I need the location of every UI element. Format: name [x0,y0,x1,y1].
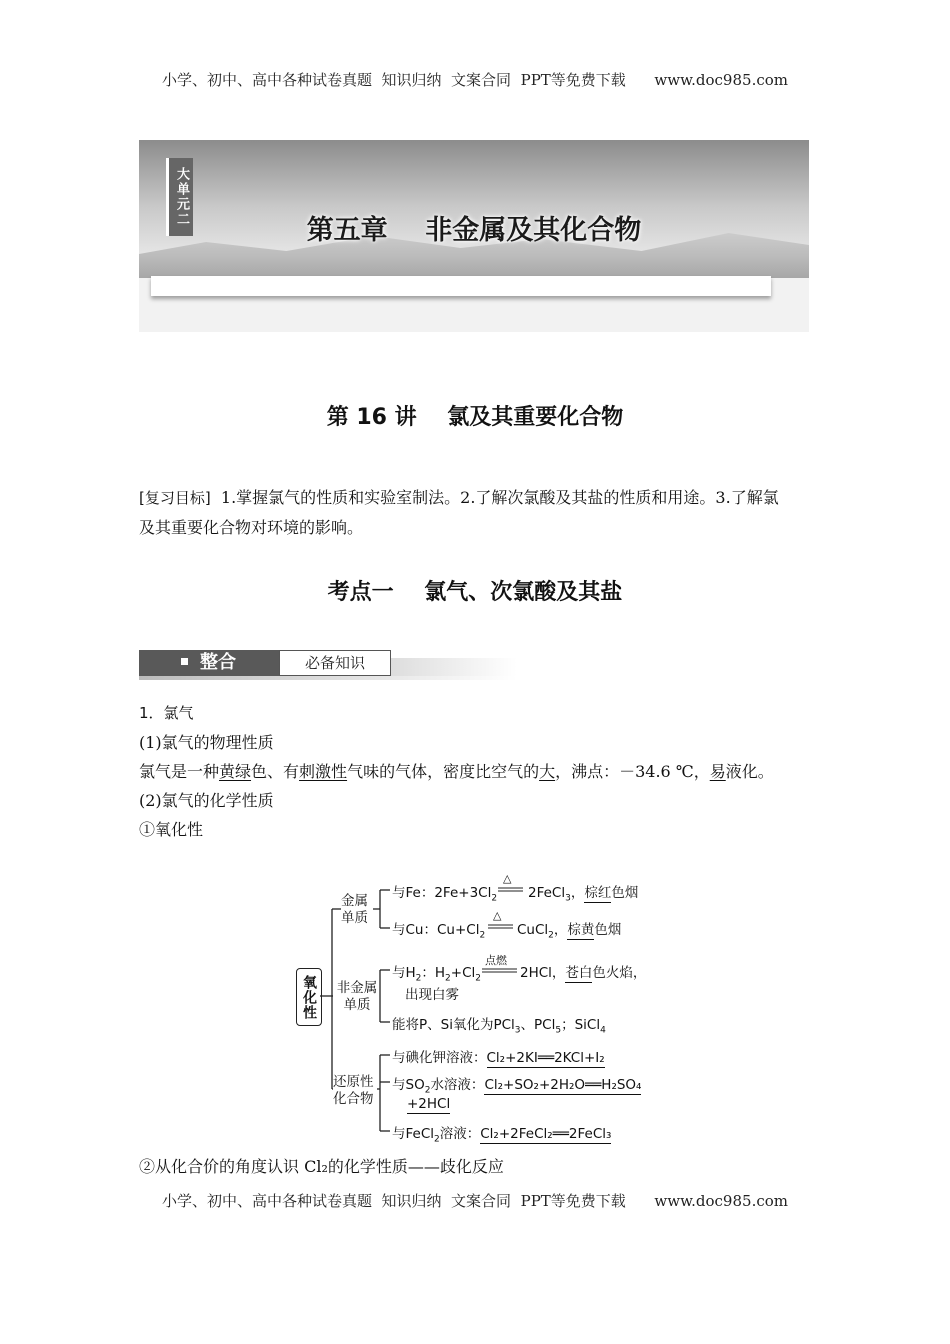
phys-text-5: 液化。 [725,762,774,781]
cu-lead: 与Cu：Cu+Cl [392,922,480,938]
chapter-title: 第五章 非金属及其化合物 [306,215,642,246]
ki-equation: Cl₂+2KI══2KCl+I₂ [486,1050,605,1066]
section-title: 考点一 氯气、次氯酸及其盐 [327,580,623,605]
review-label: [复习目标] [139,489,211,507]
cu-answer: 棕黄 [567,922,595,938]
h2-condition: 点燃 [485,954,507,967]
disproportionation-heading: ②从化合价的角度认识 Cl₂的化学性质——歧化反应 [139,1157,504,1176]
heading-physical: (1)氯气的物理性质 [139,733,274,752]
h2-plus: +Cl [450,965,476,981]
phys-density: 大 [539,762,556,781]
reaction-h2: 与$H_2$：$H_2+Cl_2$ [392,965,482,984]
fe-prod: 2FeCl [528,885,566,901]
h2-product [520,961,646,981]
lecture-title: 第 16 讲 氯及其重要化合物 [326,405,624,430]
p-end: ；SiCl [561,1017,601,1033]
so2-equation-2: +2HCl [407,1096,451,1112]
cu-product: CuCl$_2$，棕黄色烟 [517,922,622,941]
h2-prod: 2HCl， [520,965,566,981]
root-oxidizing: 氧化性 [296,968,322,1026]
group-nonmetal: 非金属单质 [336,980,378,1013]
fe-product: 2FeCl$_3$，棕红色烟 [528,885,639,904]
p-text: 能将P、Si氧化为PCl [392,1017,515,1033]
fecl2-equation: Cl₂+2FeCl₂══2FeCl₃ [480,1126,612,1142]
page-header: 小学、初中、高中各种试卷真题 知识归纳 文案合同 PPT等免费下载 www.doc985.com [161,71,788,89]
reaction-fecl2: 与FeCl$_2$溶液：Cl₂+2FeCl₂══2FeCl₃ [392,1126,612,1145]
h2-line2: 出现白雾 [405,987,459,1003]
so2-lead: 与SO [392,1077,425,1093]
fe-condition: △ [503,872,512,885]
so2-line2 [407,1096,450,1112]
fecl2-lead: 与FeCl [392,1126,435,1142]
phys-text-3: 气味的气体，密度比空气的 [347,762,540,781]
cu-tail: 色烟 [594,922,622,938]
phys-color: 黄绿 [219,762,252,781]
h2-lead: 与H [392,965,416,981]
p-mid: 、PCl [520,1017,556,1033]
phys-liquefy: 易 [709,762,726,781]
review-line1: 1.掌握氯气的性质和实验室制法。2.了解次氯酸及其盐的性质和用途。3.了解氯 [210,488,779,507]
group-metal: 金属单质 [341,893,368,926]
fe-lead: 与Fe：2Fe+3Cl [392,885,492,901]
cu-condition: △ [493,909,502,922]
h2-tail: 色火焰， [592,965,647,981]
so2-lead2: 水溶液： [430,1077,485,1093]
reaction-so2: 与$SO_2$水溶液：Cl₂+SO₂+2H₂O══H₂SO₄ [392,1077,642,1096]
ki-lead: 与碘化钾溶液： [392,1050,487,1066]
reaction-ki [392,1046,605,1066]
phys-text-2: 色、有 [251,762,300,781]
heading-oxidizing: ①氧化性 [139,820,204,839]
h2-mid: ：H [421,965,446,981]
phys-odor: 刺激性 [299,762,348,781]
bar-dark-label: 整合 [200,652,236,673]
bar-light-label: 必备知识 [279,650,391,676]
review-line2: 及其重要化合物对环境的影响。 [139,518,364,537]
reaction-p-si: 能将P、Si氧化为PCl$_3$、PCl$_5$；SiCl$_4$ [392,1017,606,1036]
so2-equation: Cl₂+SO₂+2H₂O══H₂SO₄ [484,1077,642,1093]
group-reducing: 还原性化合物 [333,1074,374,1107]
phys-text-4: ，沸点：－34.6 ℃， [555,762,710,781]
reaction-fe: 与Fe：$2Fe+3Cl_2$ [392,885,498,904]
fe-tail: 色烟 [611,885,639,901]
heading-chemical: (2)氯气的化学性质 [139,791,274,810]
page-footer: 小学、初中、高中各种试卷真题 知识归纳 文案合同 PPT等免费下载 www.doc985.com [161,1192,788,1210]
heading-chlorine: 1．氯气 [139,704,194,722]
phys-text-1: 氯气是一种 [139,762,220,781]
fe-answer: 棕红 [584,885,612,901]
h2-answer: 苍白 [565,965,593,981]
cu-prod: CuCl [517,922,549,938]
fecl2-lead2: 溶液： [439,1126,481,1142]
unit-tag: 大单元二 [166,158,193,236]
reaction-cu: 与Cu：$Cu+Cl_2$ [392,922,486,941]
